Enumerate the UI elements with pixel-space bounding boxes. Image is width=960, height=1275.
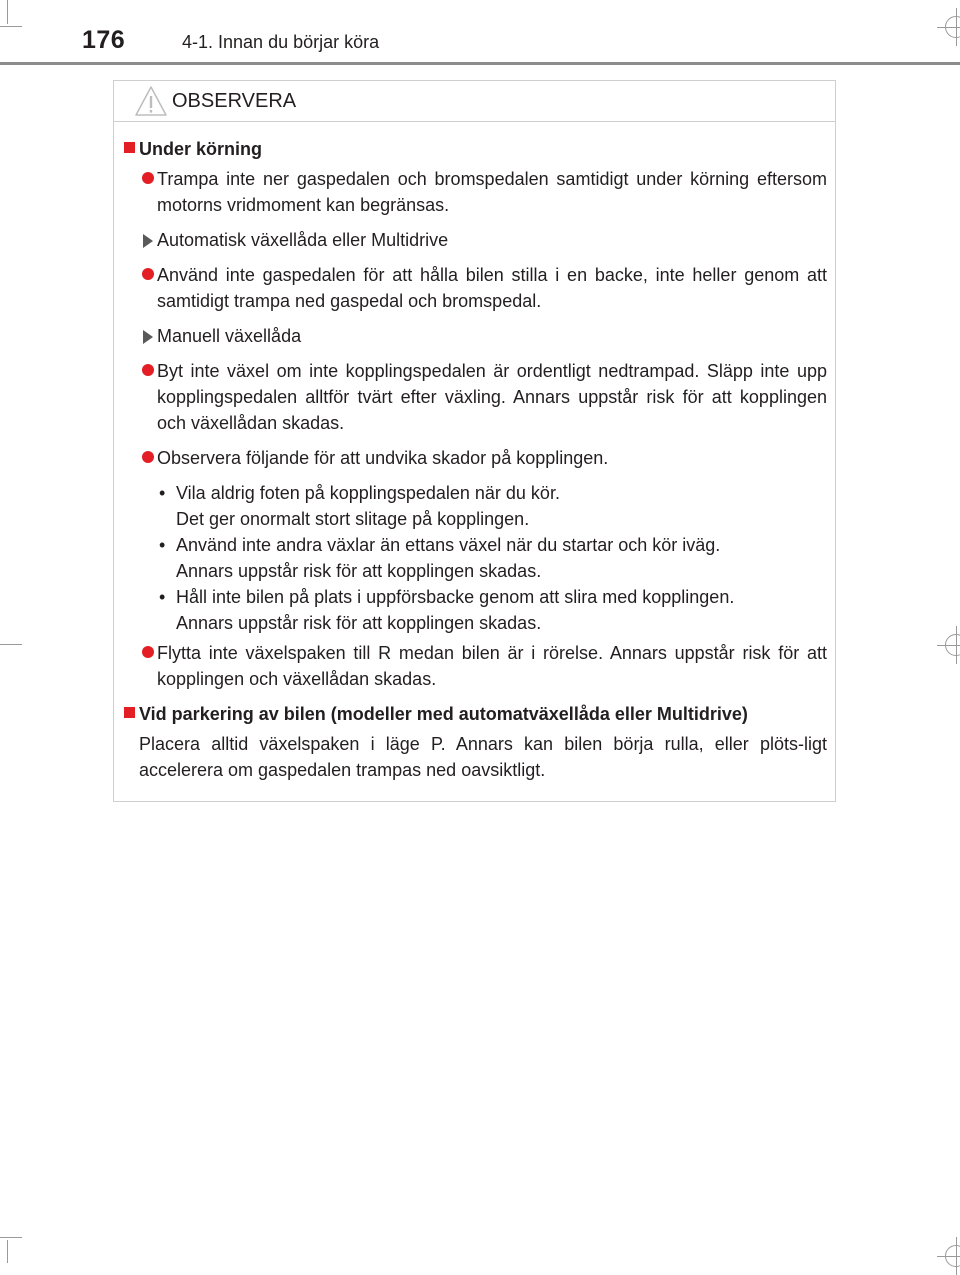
bullet-symbol: • bbox=[159, 483, 166, 503]
paragraph: Placera alltid växelspaken i läge P. Annars kan bilen börja rulla, eller plöts-ligt accelerera om gaspedalen trampas ned oavsiktligt. bbox=[139, 734, 827, 780]
list-item-text: Trampa inte ner gaspedalen och bromspedalen samtidigt under körning eftersom motorns vridmoment kan begränsas. bbox=[157, 169, 827, 215]
bullet-line: Annars uppstår risk för att kopplingen skadas. bbox=[176, 613, 542, 633]
list-item-text: Observera följande för att undvika skador på kopplingen. bbox=[157, 448, 609, 468]
warning-triangle-icon bbox=[134, 85, 168, 117]
section-heading-text: Vid parkering av bilen (modeller med automatväxellåda eller Multidrive) bbox=[139, 704, 748, 724]
bullet-list bbox=[124, 480, 827, 636]
list-item-text: Använd inte gaspedalen för att hålla bilen stilla i en backe, inte heller genom att samtidigt trampa ned gaspedal och bromspedal. bbox=[157, 265, 827, 311]
bullet-symbol: • bbox=[159, 535, 166, 555]
section-heading bbox=[124, 701, 827, 727]
page-number: 176 bbox=[82, 26, 126, 54]
bullet-line: Håll inte bilen på plats i uppförsbacke genom att slira med kopplingen. bbox=[176, 587, 735, 607]
bullet-item bbox=[159, 532, 827, 584]
red-circle-icon bbox=[142, 268, 154, 280]
section-heading-text: Under körning bbox=[139, 139, 263, 159]
red-square-icon bbox=[124, 142, 135, 153]
bullet-item bbox=[159, 584, 827, 636]
subheading-text: Manuell växellåda bbox=[157, 326, 302, 346]
registration-mark-icon bbox=[945, 1245, 960, 1267]
warning-title: OBSERVERA bbox=[172, 90, 297, 112]
bullet-line: Använd inte andra växlar än ettans växel när du startar och kör iväg. bbox=[176, 535, 721, 555]
crop-mark bbox=[7, 0, 8, 24]
bullet-line: Vila aldrig foten på kopplingspedalen när du kör. bbox=[176, 483, 560, 503]
red-circle-icon bbox=[142, 364, 154, 376]
header-divider bbox=[0, 62, 960, 65]
bullet-symbol: • bbox=[159, 587, 166, 607]
list-item-text: Flytta inte växelspaken till R medan bilen är i rörelse. Annars uppstår risk för att kopplingen och växellådan skadas. bbox=[157, 643, 827, 689]
list-item bbox=[124, 262, 827, 314]
red-square-icon bbox=[124, 707, 135, 718]
section-heading bbox=[124, 136, 827, 162]
registration-mark-icon bbox=[945, 634, 960, 656]
bullet-line: Det ger onormalt stort slitage på kopplingen. bbox=[176, 509, 530, 529]
warning-box bbox=[113, 80, 836, 802]
red-circle-icon bbox=[142, 172, 154, 184]
list-item-text: Byt inte växel om inte kopplingspedalen är ordentligt nedtrampad. Släpp inte upp kopplingspedalen alltför tvärt efter växling. Annars uppstår risk för att kopplingen och växellådan skadas. bbox=[157, 361, 827, 433]
crop-mark bbox=[0, 26, 22, 27]
warning-content bbox=[124, 136, 827, 783]
red-circle-icon bbox=[142, 451, 154, 463]
list-item bbox=[124, 358, 827, 436]
triangle-arrow-icon bbox=[143, 234, 153, 248]
list-item bbox=[124, 445, 827, 471]
bullet-item bbox=[159, 480, 827, 532]
red-circle-icon bbox=[142, 646, 154, 658]
registration-mark-icon bbox=[945, 16, 960, 38]
crop-mark bbox=[0, 1237, 22, 1238]
subheading-text: Automatisk växellåda eller Multidrive bbox=[157, 230, 449, 250]
list-item bbox=[124, 166, 827, 218]
subheading bbox=[124, 323, 827, 349]
crop-mark bbox=[0, 644, 22, 645]
warning-header bbox=[114, 81, 835, 122]
section-title: 4-1. Innan du börjar köra bbox=[182, 32, 380, 52]
subheading bbox=[124, 227, 827, 253]
bullet-line: Annars uppstår risk för att kopplingen skadas. bbox=[176, 561, 542, 581]
triangle-arrow-icon bbox=[143, 330, 153, 344]
list-item bbox=[124, 640, 827, 692]
crop-mark bbox=[7, 1240, 8, 1263]
